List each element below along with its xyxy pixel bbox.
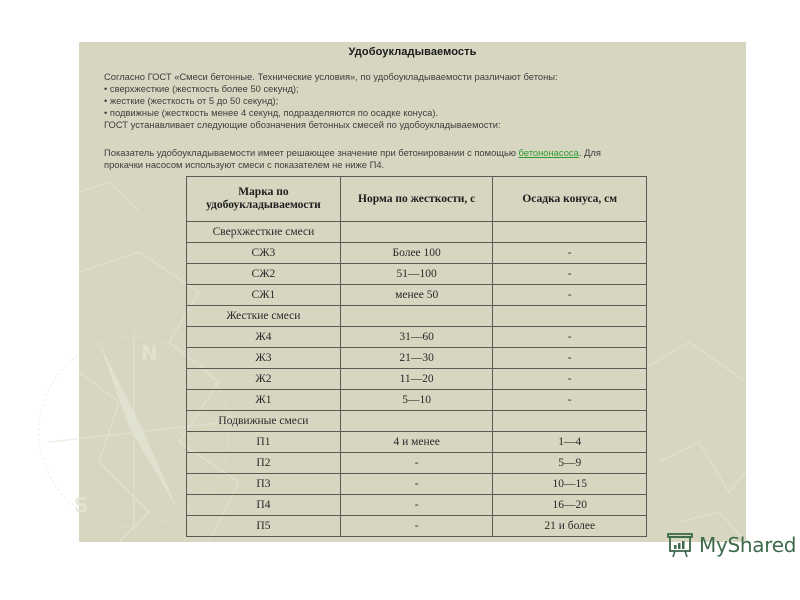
header-grade: Марка по удобоукладываемости [187,177,341,222]
cell-slump: 1—4 [493,432,647,453]
table-row [187,264,647,285]
concrete-pump-link[interactable]: бетононасоса [518,147,579,158]
table-row [187,390,647,411]
cell-slump: 5—9 [493,453,647,474]
table-row [187,285,647,306]
cell-slump: - [493,243,647,264]
svg-text:N: N [141,341,158,365]
cell-grade: П3 [187,474,341,495]
slide-title: Удобоукладываемость [348,46,477,58]
cell-stiffness [340,222,493,243]
pump-text-after: . Для [578,147,601,158]
intro-line: ГОСТ устанавливает следующие обозначения бетонных смесей по удобоукладываемости: [104,119,501,130]
cell-stiffness: 5—10 [340,390,493,411]
slide [74,42,797,557]
table-row [187,474,647,495]
cell-grade: П1 [187,432,341,453]
table-row [187,495,647,516]
cell-grade: СЖ1 [187,285,341,306]
watermark-text: MyShared [699,533,797,557]
cell-stiffness: 4 и менее [340,432,493,453]
cell-stiffness: 21—30 [340,348,493,369]
cell-slump [493,306,647,327]
cell-stiffness: - [340,495,493,516]
cell-grade: П4 [187,495,341,516]
cell-stiffness: - [340,516,493,537]
cell-grade: П2 [187,453,341,474]
table-group-row [187,306,647,327]
table-group-row [187,222,647,243]
intro-bullet: • жесткие (жесткость от 5 до 50 секунд); [104,95,279,106]
cell-slump: - [493,327,647,348]
table-row [187,453,647,474]
header-slump: Осадка конуса, см [493,177,647,222]
pump-text-line2: прокачки насосом используют смеси с показателем не ниже П4. [104,159,385,170]
intro-paragraph [104,71,724,131]
cell-stiffness: Более 100 [340,243,493,264]
cell-slump: - [493,369,647,390]
presentation-board-icon [665,530,695,560]
svg-text:S: S [74,493,89,517]
cell-stiffness: 31—60 [340,327,493,348]
header-stiffness: Норма по жесткости, с [340,177,493,222]
intro-bullet: • подвижные (жесткость менее 4 секунд, подразделяются по осадке конуса). [104,107,439,118]
cell-grade: Сверхжесткие смеси [187,222,341,243]
intro-line: Согласно ГОСТ «Смеси бетонные. Технические условия», по удобоукладываемости различают бетоны: [104,71,558,82]
cell-stiffness: 51—100 [340,264,493,285]
cell-stiffness: 11—20 [340,369,493,390]
pump-text: Показатель удобоукладываемости имеет решающее значение при бетонировании с помощью [104,147,519,158]
table-row [187,348,647,369]
workability-table [186,176,647,537]
cell-grade: Ж1 [187,390,341,411]
cell-grade: Ж3 [187,348,341,369]
table-row [187,369,647,390]
intro-bullet: • сверхжесткие (жесткость более 50 секунд); [104,83,299,94]
table-row [187,327,647,348]
cell-stiffness: - [340,453,493,474]
cell-grade: Жесткие смеси [187,306,341,327]
table-row [187,432,647,453]
table-header-row [187,177,647,222]
cell-stiffness [340,306,493,327]
cell-stiffness: менее 50 [340,285,493,306]
cell-slump: - [493,264,647,285]
cell-slump: - [493,285,647,306]
cell-slump: 16—20 [493,495,647,516]
cell-slump: 10—15 [493,474,647,495]
pump-paragraph [104,147,724,171]
cell-slump: 21 и более [493,516,647,537]
cell-stiffness: - [340,474,493,495]
cell-slump [493,411,647,432]
cell-slump [493,222,647,243]
cell-slump: - [493,348,647,369]
cell-grade: Ж2 [187,369,341,390]
table-group-row [187,411,647,432]
cell-grade: СЖ2 [187,264,341,285]
cell-grade: П5 [187,516,341,537]
cell-grade: Подвижные смеси [187,411,341,432]
table-row [187,516,647,537]
cell-slump: - [493,390,647,411]
cell-grade: Ж4 [187,327,341,348]
cell-grade: СЖ3 [187,243,341,264]
cell-stiffness [340,411,493,432]
myshared-watermark [665,530,796,560]
table-row [187,243,647,264]
